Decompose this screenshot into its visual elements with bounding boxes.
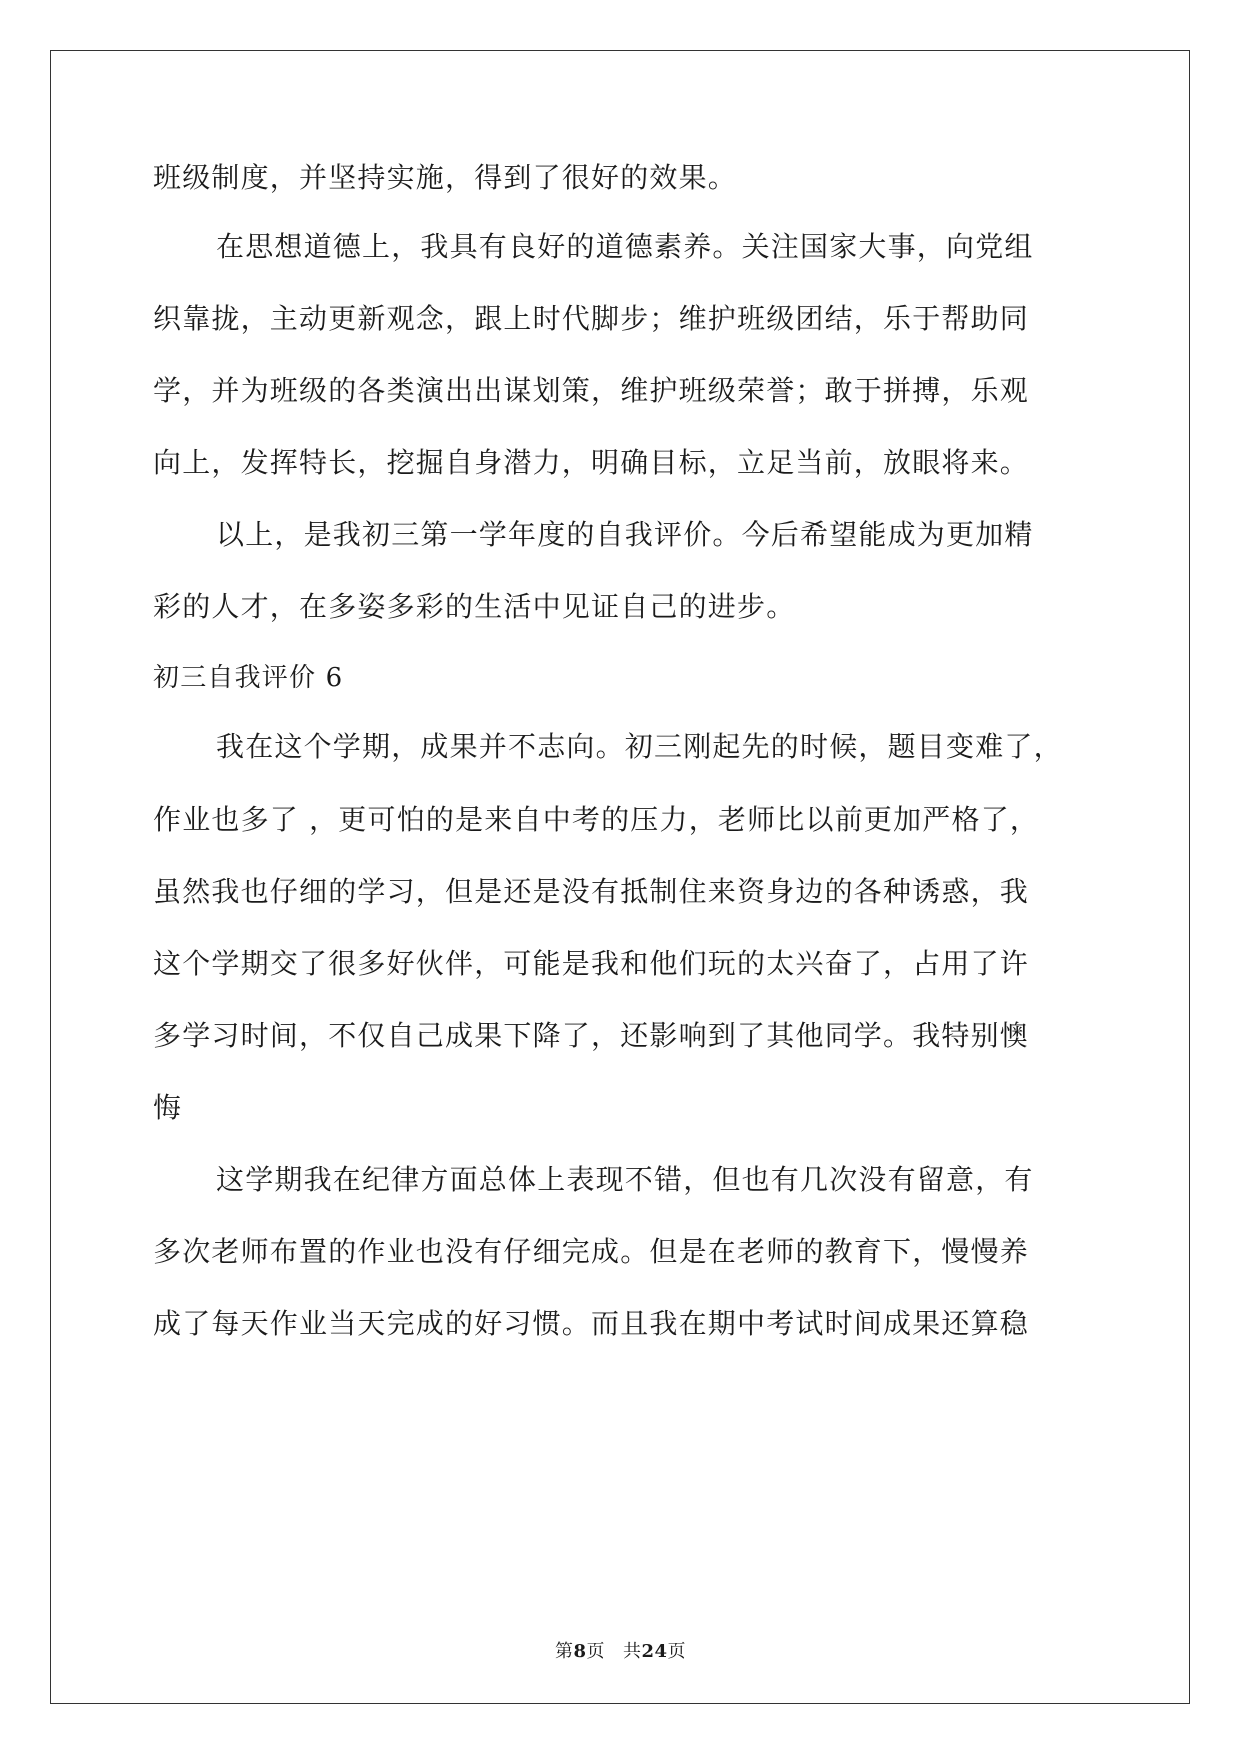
paragraph-line: 作业也多了 ，更可怕的是来自中考的压力，老师比以前更加严格了， (153, 803, 1040, 836)
paragraph-line: 成了每天作业当天完成的好习惯。而且我在期中考试时间成果还算稳 (153, 1307, 1030, 1340)
page-prefix: 第 (554, 1641, 574, 1662)
paragraph-line: 这学期我在纪律方面总体上表现不错，但也有几次没有留意，有 (216, 1163, 1034, 1196)
paragraph-line: 多学习时间，不仅自己成果下降了，还影响到了其他同学。我特别懊 (153, 1019, 1030, 1052)
page-footer (0, 1641, 1241, 1663)
page-suffix: 页 (586, 1641, 605, 1662)
paragraph-line: 在思想道德上，我具有良好的道德素养。关注国家大事，向党组 (216, 230, 1034, 263)
paragraph-line: 这个学期交了很多好伙伴，可能是我和他们玩的太兴奋了，占用了许 (153, 947, 1030, 980)
paragraph-line: 多次老师布置的作业也没有仔细完成。但是在老师的教育下，慢慢养 (153, 1235, 1030, 1268)
paragraph-line: 虽然我也仔细的学习，但是还是没有抵制住来资身边的各种诱惑，我 (153, 875, 1030, 908)
paragraph-line: 织靠拢，主动更新观念，跟上时代脚步；维护班级团结，乐于帮助同 (153, 302, 1030, 335)
paragraph-line: 学，并为班级的各类演出出谋划策，维护班级荣誉；敢于拼搏，乐观 (153, 374, 1030, 407)
paragraph-line: 向上，发挥特长，挖掘自身潜力，明确目标，立足当前，放眼将来。 (153, 446, 1030, 479)
total-suffix: 页 (667, 1641, 687, 1662)
paragraph-line: 班级制度，并坚持实施，得到了很好的效果。 (153, 161, 738, 194)
total-prefix: 共 (622, 1641, 642, 1662)
paragraph-line: 彩的人才，在多姿多彩的生活中见证自己的进步。 (153, 590, 796, 623)
paragraph-line: 以上，是我初三第一学年度的自我评价。今后希望能成为更加精 (216, 518, 1034, 551)
section-heading: 初三自我评价 6 (153, 663, 344, 693)
paragraph-line: 悔 (153, 1091, 183, 1124)
page-number: 8 (573, 1641, 587, 1662)
total-pages: 24 (641, 1641, 668, 1662)
paragraph-line: 我在这个学期，成果并不志向。初三刚起先的时候，题目变难了， (216, 730, 1063, 763)
